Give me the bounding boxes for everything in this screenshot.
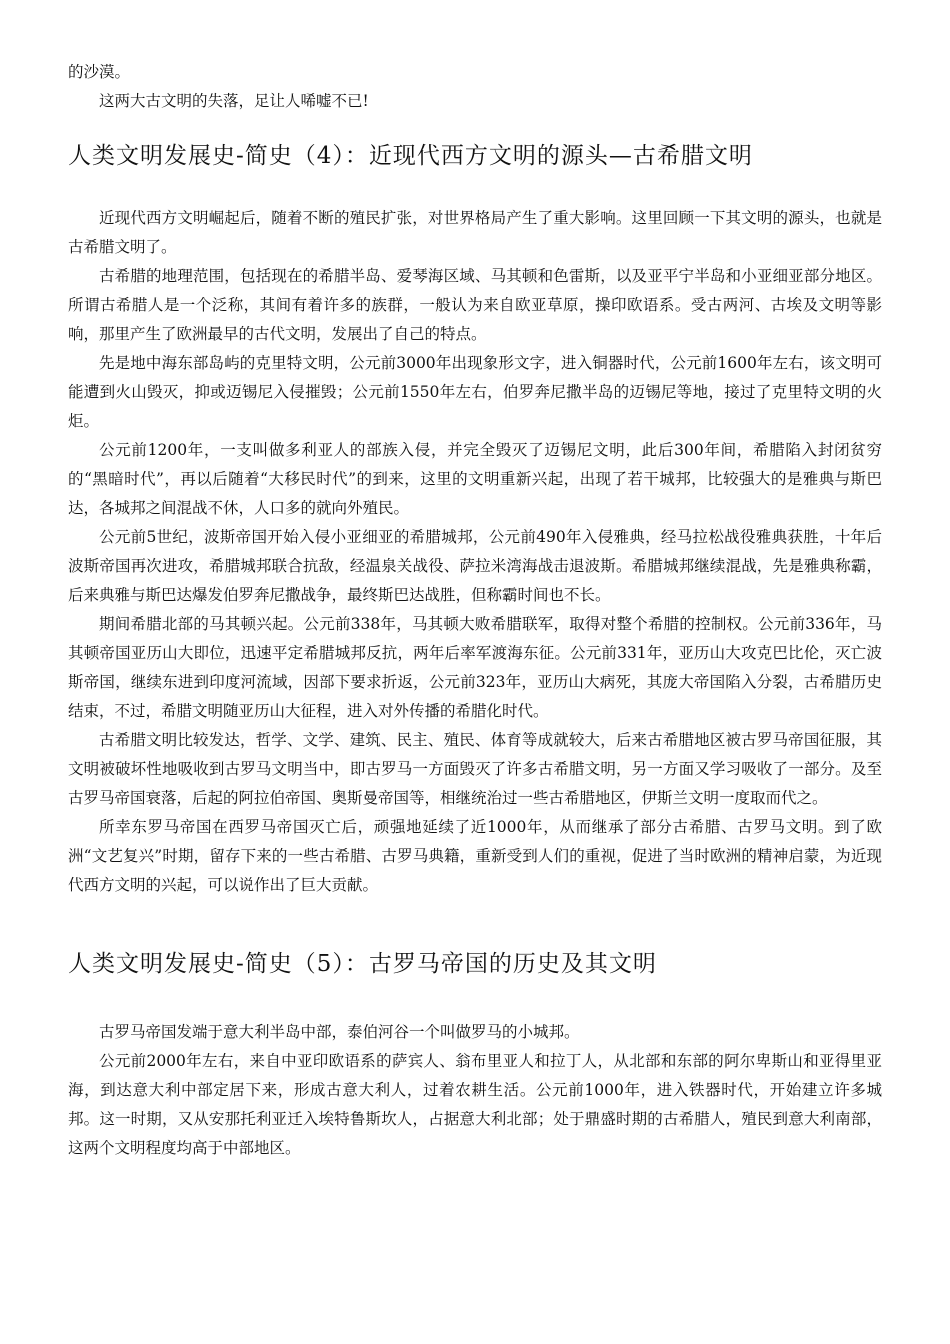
paragraph: 公元前5世纪，波斯帝国开始入侵小亚细亚的希腊城邦，公元前490年入侵雅典，经马拉松战役雅典获胜，十年后波斯帝国再次进攻，希腊城邦联合抗敌，经温泉关战役、萨拉米湾海战击退波斯。希腊城邦继续混战，先是雅典称霸，后来典雅与斯巴达爆发伯罗奔尼撒战争，最终斯巴达战胜，但称霸时间也不长。 — [68, 528, 882, 604]
paragraph: 的沙漠。 — [68, 63, 131, 81]
paragraph: 近现代西方文明崛起后，随着不断的殖民扩张，对世界格局产生了重大影响。这里回顾一下其文明的源头，也就是古希腊文明了。 — [68, 209, 882, 256]
paragraph: 古希腊的地理范围，包括现在的希腊半岛、爱琴海区域、马其顿和色雷斯，以及亚平宁半岛和小亚细亚部分地区。所谓古希腊人是一个泛称，其间有着许多的族群，一般认为来自欧亚草原，操印欧语系。受古两河、古埃及文明等影响，那里产生了欧洲最早的古代文明，发展出了自己的特点。 — [68, 267, 882, 343]
paragraph: 期间希腊北部的马其顿兴起。公元前338年，马其顿大败希腊联军，取得对整个希腊的控制权。公元前336年，马其顿帝国亚历山大即位，迅速平定希腊城邦反抗，两年后率军渡海东征。公元前331年，亚历山大攻克巴比伦，灭亡波斯帝国，继续东进到印度河流域，因部下要求折返，公元前323年，亚历山大病死，其庞大帝国陷入分裂，古希腊历史结束，不过，希腊文明随亚历山大征程，进入对外传播的希腊化时代。 — [68, 615, 882, 720]
paragraph: 这两大古文明的失落，足让人唏嘘不已! — [99, 92, 369, 110]
paragraph: 所幸东罗马帝国在西罗马帝国灭亡后，顽强地延续了近1000年，从而继承了部分古希腊、古罗马文明。到了欧洲“文艺复兴”时期，留存下来的一些古希腊、古罗马典籍，重新受到人们的重视，促进了当时欧洲的精神启蒙，为近现代西方文明的兴起，可以说作出了巨大贡献。 — [68, 818, 882, 894]
intro-tail — [68, 58, 882, 116]
document-page — [68, 58, 882, 1163]
paragraph: 古罗马帝国发端于意大利半岛中部，泰伯河谷一个叫做罗马的小城邦。 — [99, 1023, 580, 1041]
paragraph: 先是地中海东部岛屿的克里特文明，公元前3000年出现象形文字，进入铜器时代，公元前1600年左右，该文明可能遭到火山毁灭，抑或迈锡尼入侵摧毁；公元前1550年左右，伯罗奔尼撒半岛的迈锡尼等地，接过了克里特文明的火炬。 — [68, 354, 882, 430]
section-4-body — [68, 204, 882, 900]
section-5-body — [68, 1018, 882, 1163]
section-title-4: 人类文明发展史-简史（4）：近现代西方文明的源头—古希腊文明 — [68, 143, 753, 169]
paragraph: 公元前2000年左右，来自中亚印欧语系的萨宾人、翁布里亚人和拉丁人，从北部和东部的阿尔卑斯山和亚得里亚海，到达意大利中部定居下来，形成古意大利人，过着农耕生活。公元前1000年，进入铁器时代，开始建立许多城邦。这一时期，又从安那托利亚迁入埃特鲁斯坎人，占据意大利北部；处于鼎盛时期的古希腊人，殖民到意大利南部，这两个文明程度均高于中部地区。 — [68, 1052, 882, 1157]
paragraph: 公元前1200年，一支叫做多利亚人的部族入侵，并完全毁灭了迈锡尼文明，此后300年间，希腊陷入封闭贫穷的“黑暗时代”，再以后随着“大移民时代”的到来，这里的文明重新兴起，出现了若干城邦，比较强大的是雅典与斯巴达，各城邦之间混战不休，人口多的就向外殖民。 — [68, 441, 882, 517]
paragraph: 古希腊文明比较发达，哲学、文学、建筑、民主、殖民、体育等成就较大，后来古希腊地区被古罗马帝国征服，其文明被破坏性地吸收到古罗马文明当中，即古罗马一方面毁灭了许多古希腊文明，另一方面又学习吸收了一部分。及至古罗马帝国衰落，后起的阿拉伯帝国、奥斯曼帝国等，相继统治过一些古希腊地区，伊斯兰文明一度取而代之。 — [68, 731, 882, 807]
section-title-5: 人类文明发展史-简史（5）：古罗马帝国的历史及其文明 — [68, 951, 657, 977]
